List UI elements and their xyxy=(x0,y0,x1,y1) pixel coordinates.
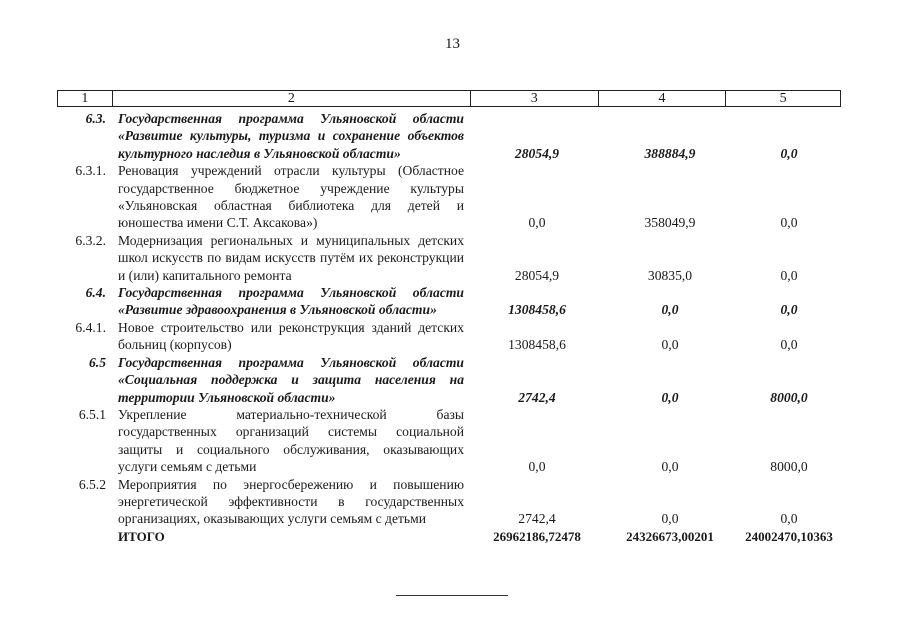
row-name: Государственная программа Ульяновской области «Развитие культуры, туризма и сохранение объектов культурного наследия в Ульяновской области» xyxy=(118,111,464,161)
header-col-1: 1 xyxy=(58,91,113,106)
row-number: 6.3. xyxy=(85,111,106,126)
table-row xyxy=(57,406,847,476)
row-value-col3: 2742,4 xyxy=(518,511,556,527)
row-value-col4: 0,0 xyxy=(661,389,679,405)
page-number: 13 xyxy=(445,36,460,52)
row-value-col3: 28054,9 xyxy=(514,145,560,161)
row-value-col4: 358049,9 xyxy=(644,215,696,231)
row-name: Укрепление материально-технической базы государственных организаций системы социальной защиты и социального обслуживания, оказывающих услуги семьям с детьми xyxy=(118,406,464,475)
row-value-col5: 8000,0 xyxy=(770,389,808,405)
table-header xyxy=(57,90,841,107)
table-row xyxy=(57,319,847,354)
row-name: Мероприятия по энергосбережению и повышению энергетической эффективности в государственных организациях, оказывающих услуги семьям с детьми xyxy=(118,476,464,527)
table-row xyxy=(57,476,847,528)
header-col-3: 3 xyxy=(471,91,599,106)
row-number: 6.3.2. xyxy=(75,232,106,248)
total-label: ИТОГО xyxy=(118,528,165,544)
row-value-col5: 0,0 xyxy=(780,267,798,283)
row-value-col5: 0,0 xyxy=(780,145,798,161)
row-value-col5: 0,0 xyxy=(780,302,798,318)
total-row-number xyxy=(57,528,112,545)
row-number: 6.3.1. xyxy=(75,163,106,179)
row-value-col4: 0,0 xyxy=(661,511,679,527)
row-name: Реновация учреждений отрасли культуры (Областное государственное бюджетное учреждение культуры «Ульяновская областная библиотека для детей и юношества имени С.Т. Аксакова») xyxy=(118,163,464,231)
row-value-col4: 0,0 xyxy=(661,337,679,353)
total-value-col3: 26962186,72478 xyxy=(493,528,581,544)
row-value-col3: 28054,9 xyxy=(514,267,560,283)
table-row xyxy=(57,354,847,406)
row-value-col3: 0,0 xyxy=(528,459,546,475)
total-value-col4: 24326673,00201 xyxy=(626,528,714,544)
row-name: Модернизация региональных и муниципальных детских школ искусств по видам искусств путём их реконструкции и (или) капитального ремонта xyxy=(118,232,464,283)
row-value-col4: 0,0 xyxy=(661,302,679,318)
total-row xyxy=(57,528,847,545)
row-value-col5: 0,0 xyxy=(780,215,798,231)
row-name: Государственная программа Ульяновской области «Развитие здравоохранения в Ульяновской области» xyxy=(118,285,464,318)
row-number: 6.5.2 xyxy=(78,476,106,492)
row-value-col4: 388884,9 xyxy=(644,145,696,161)
row-value-col3: 1308458,6 xyxy=(508,337,566,353)
table-row xyxy=(57,110,847,162)
row-value-col3: 2742,4 xyxy=(518,389,556,405)
table-body xyxy=(57,110,847,545)
header-col-2: 2 xyxy=(113,91,471,106)
row-value-col5: 8000,0 xyxy=(770,459,808,475)
row-number: 6.4. xyxy=(85,285,106,301)
header-col-4: 4 xyxy=(599,91,727,106)
row-value-col5: 0,0 xyxy=(780,511,798,527)
table-row xyxy=(57,232,847,284)
row-value-col3: 1308458,6 xyxy=(508,302,566,318)
header-col-5: 5 xyxy=(779,91,787,106)
total-value-col5: 24002470,10363 xyxy=(745,528,833,544)
row-name: Новое строительство или реконструкция зданий детских больниц (корпусов) xyxy=(118,319,464,353)
row-value-col3: 0,0 xyxy=(528,215,546,231)
table-row xyxy=(57,162,847,232)
footer-divider xyxy=(396,595,508,596)
row-value-col4: 30835,0 xyxy=(647,267,693,283)
row-value-col4: 0,0 xyxy=(661,459,679,475)
table-row xyxy=(57,284,847,319)
row-number: 6.4.1. xyxy=(75,319,106,335)
row-value-col5: 0,0 xyxy=(780,337,798,353)
row-number: 6.5 xyxy=(89,354,106,370)
row-number: 6.5.1 xyxy=(78,406,106,422)
row-name: Государственная программа Ульяновской области «Социальная поддержка и защита населения на территории Ульяновской области» xyxy=(118,354,464,405)
